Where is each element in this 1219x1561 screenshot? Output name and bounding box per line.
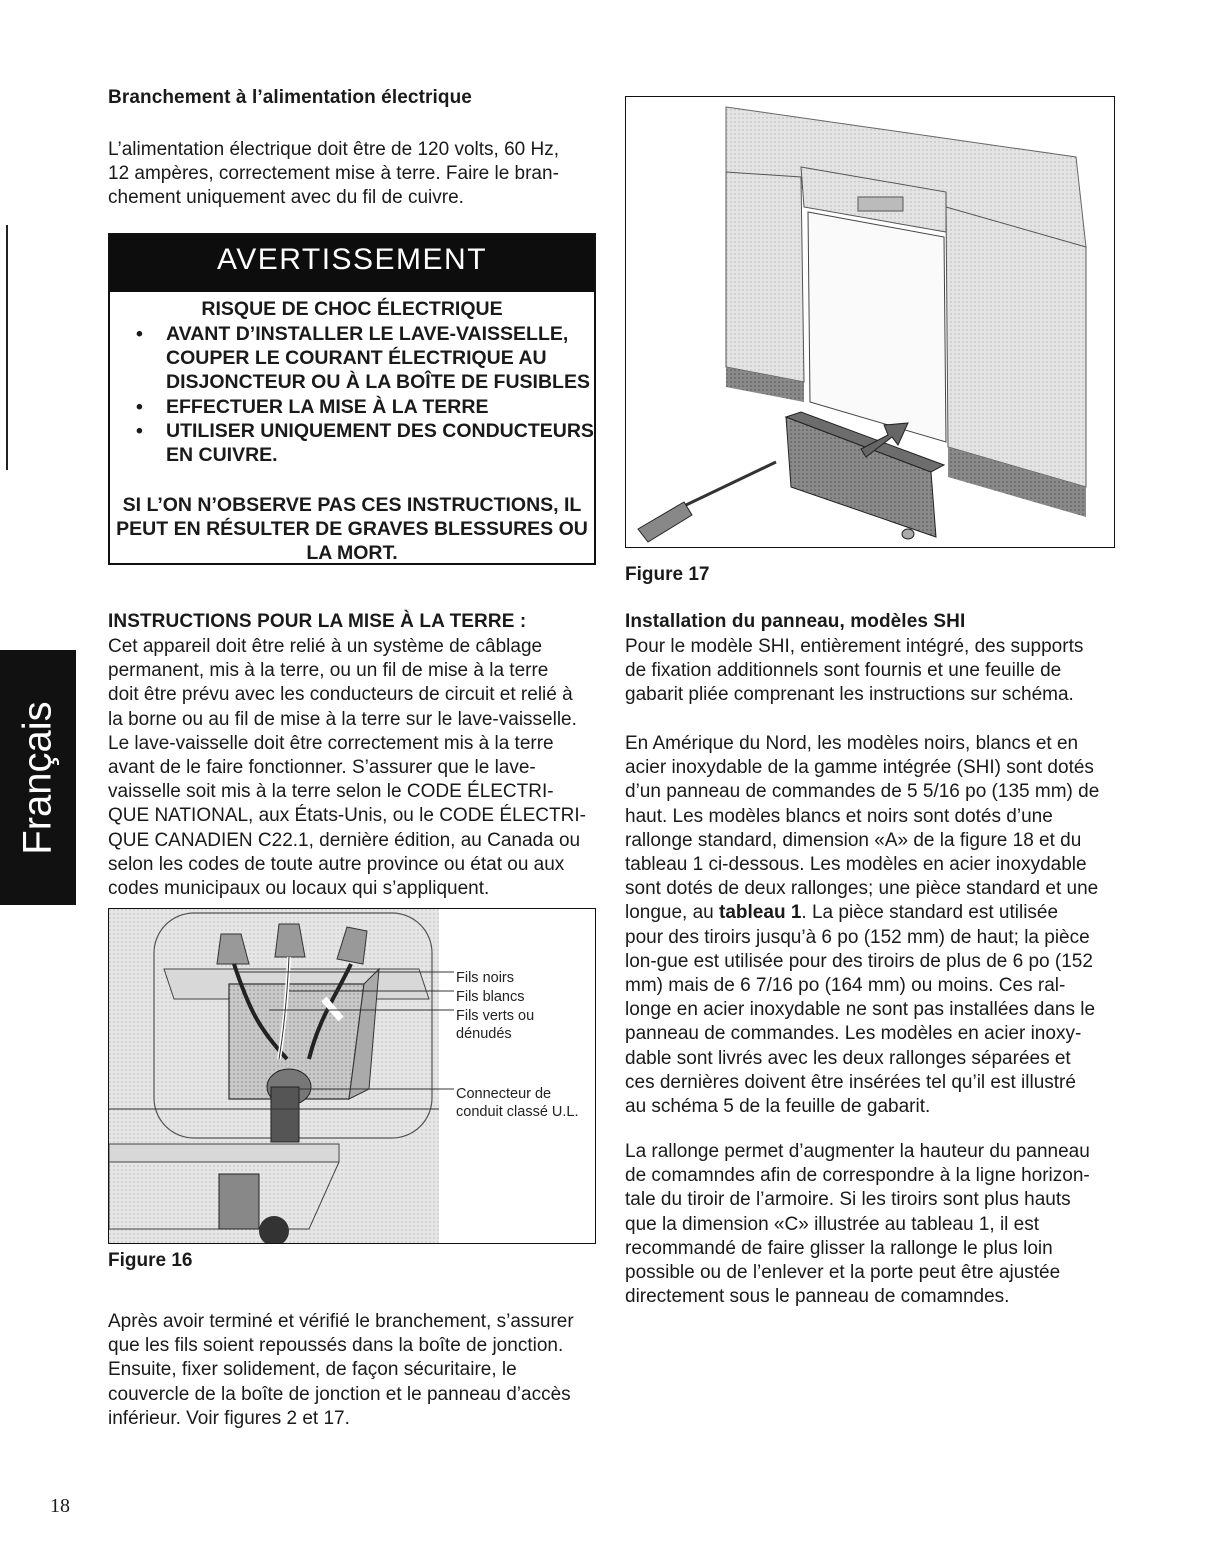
text-line: vaisselle soit mis à la terre selon le CODE ÉLECTRI- bbox=[108, 781, 554, 803]
warning-item: • AVANT D’INSTALLER LE LAVE-VAISSELLE, COUPER LE COURANT ÉLECTRIQUE AU DISJONCTEUR OU À LA BOÎTE DE FUSIBLES bbox=[136, 323, 590, 394]
text-line: La rallonge permet d’augmenter la hauteur du panneau bbox=[625, 1141, 1090, 1162]
panel-paragraph-1 bbox=[625, 635, 1117, 708]
figure-17-caption: Figure 17 bbox=[625, 564, 710, 585]
warning-item: • EFFECTUER LA MISE À LA TERRE bbox=[136, 395, 489, 418]
table-reference: tableau 1 bbox=[719, 902, 802, 924]
callout-green-wires: Fils verts ou dénudés bbox=[456, 1008, 535, 1042]
warning-footer: SI L’ON N’OBSERVE PAS CES INSTRUCTIONS, IL PEUT EN RÉSULTER DE GRAVES BLESSURES OU LA MORT. bbox=[116, 494, 588, 565]
power-paragraph bbox=[108, 138, 598, 211]
text-line: Après avoir terminé et vérifié le branchement, s’assurer bbox=[108, 1311, 574, 1332]
text-line: ces dernières doivent être insérées tel qu’il est illustré bbox=[625, 1071, 1076, 1093]
language-tab-label: Français bbox=[15, 700, 60, 855]
text-line: doit être prévu avec les conducteurs de circuit et relié à bbox=[108, 684, 573, 706]
power-heading: Branchement à l’alimentation électrique bbox=[108, 87, 472, 108]
text-line: L’alimentation électrique doit être de 120 volts, 60 Hz, bbox=[108, 139, 559, 160]
text-line: recommandé de faire glisser la rallonge le plus loin bbox=[625, 1237, 1053, 1259]
figure-17-box bbox=[625, 96, 1115, 548]
text-line: possible ou de l’enlever et la porte peut être ajustée bbox=[625, 1262, 1061, 1284]
text-line: Pour le modèle SHI, entièrement intégré, des supports bbox=[625, 636, 1084, 657]
text-line: dable sont livrés avec les deux rallonges séparées et bbox=[625, 1047, 1071, 1069]
panel-heading: Installation du panneau, modèles SHI bbox=[625, 611, 966, 632]
text-line: QUE CANADIEN C22.1, dernière édition, au Canada ou bbox=[108, 829, 581, 851]
bullet-icon: • bbox=[136, 419, 143, 442]
text-line: directement sous le panneau de comamndes. bbox=[625, 1286, 1010, 1308]
text-line: haut. Les modèles blancs et noirs sont dotés d’une bbox=[625, 805, 1053, 827]
panel-installation-illustration bbox=[626, 97, 1115, 548]
text-line: avant de le faire fonctionner. S’assurer que le lave- bbox=[108, 757, 536, 779]
text-line: de fixation additionnels sont fournis et une feuille de bbox=[625, 660, 1062, 682]
text-line: tale du tiroir de l’armoire. Si les tiroirs sont plus hauts bbox=[625, 1189, 1071, 1211]
text-line: inférieur. Voir figures 2 et 17. bbox=[108, 1407, 350, 1429]
text-line: la borne ou au fil de mise à la terre sur le lave-vaisselle. bbox=[108, 708, 577, 730]
grounding-paragraph bbox=[108, 635, 603, 901]
text-line: que les fils soient repoussés dans la boîte de jonction. bbox=[108, 1335, 564, 1357]
text-line: rallonge standard, dimension «A» de la figure 18 et du bbox=[625, 829, 1082, 851]
text-line: pour des tiroirs jusqu’à 6 po (152 mm) de haut; la pièce bbox=[625, 926, 1090, 948]
panel-paragraph-3 bbox=[625, 1140, 1117, 1309]
text-line: longe en acier inoxydable ne sont pas installées dans le bbox=[625, 999, 1096, 1021]
warning-title: RISQUE DE CHOC ÉLECTRIQUE bbox=[201, 298, 503, 320]
text-line: panneau de commandes. Les modèles en acier inoxy- bbox=[625, 1023, 1082, 1045]
text-line: chement uniquement avec du fil de cuivre. bbox=[108, 187, 464, 209]
callout-black-wires: Fils noirs bbox=[456, 970, 515, 986]
text-line: tableau 1 ci-dessous. Les modèles en acier inoxydable bbox=[625, 854, 1087, 876]
page-number: 18 bbox=[50, 1495, 70, 1517]
text-line: codes municipaux ou locaux qui s’appliquent. bbox=[108, 878, 490, 900]
text-line: couvercle de la boîte de jonction et le panneau d’accès bbox=[108, 1383, 571, 1405]
callout-white-wires: Fils blancs bbox=[456, 989, 525, 1005]
figure-16-caption: Figure 16 bbox=[108, 1250, 193, 1271]
text-line: sont dotés de deux rallonges; une pièce standard et une bbox=[625, 878, 1099, 900]
text-line: Ensuite, fixer solidement, de façon sécuritaire, le bbox=[108, 1359, 517, 1381]
text-line: lon-gue est utilisée pour des tiroirs de plus de 6 po (152 bbox=[625, 950, 1093, 972]
junction-box-illustration bbox=[109, 909, 596, 1244]
grounding-heading: INSTRUCTIONS POUR LA MISE À LA TERRE : bbox=[108, 611, 527, 632]
warning-list bbox=[128, 322, 598, 467]
text-line: acier inoxydable de la gamme intégrée (SHI) sont dotés bbox=[625, 757, 1094, 779]
bullet-icon: • bbox=[136, 323, 143, 345]
margin-rule bbox=[6, 225, 8, 470]
text-line: En Amérique du Nord, les modèles noirs, blancs et en bbox=[625, 733, 1079, 754]
text-line: Le lave-vaisselle doit être correctement mis à la terre bbox=[108, 732, 554, 754]
text-line: longue, au tableau 1. La pièce standard est utilisée bbox=[625, 902, 1059, 924]
warning-item: • UTILISER UNIQUEMENT DES CONDUCTEURS EN CUIVRE. bbox=[136, 419, 594, 467]
text-line: permanent, mis à la terre, ou un fil de mise à la terre bbox=[108, 660, 549, 682]
language-tab bbox=[0, 650, 76, 905]
text-line: mm) mais de 6 7/16 po (164 mm) ou moins. Ces ral- bbox=[625, 975, 1066, 997]
bullet-icon: • bbox=[136, 395, 143, 418]
callout-connector: Connecteur de conduit classé U.L. bbox=[456, 1086, 579, 1120]
text-line: d’un panneau de commandes de 5 5/16 po (135 mm) de bbox=[625, 781, 1100, 803]
text-line: QUE NATIONAL, aux États-Unis, ou le CODE ÉLECTRI- bbox=[108, 805, 586, 827]
text-line: que la dimension «C» illustrée au tableau 1, il est bbox=[625, 1213, 1040, 1235]
text-line: de comamndes afin de correspondre à la ligne horizon- bbox=[625, 1165, 1090, 1187]
warning-header: AVERTISSEMENT bbox=[110, 235, 594, 292]
text-line: 12 ampères, correctement mise à terre. Faire le bran- bbox=[108, 163, 559, 185]
text-line: Cet appareil doit être relié à un système de câblage bbox=[108, 636, 543, 657]
panel-paragraph-2 bbox=[625, 732, 1117, 1119]
text-line: au schéma 5 de la feuille de gabarit. bbox=[625, 1096, 931, 1118]
figure-16-box bbox=[108, 908, 596, 1244]
text-line: selon les codes de toute autre province ou état ou aux bbox=[108, 853, 565, 875]
warning-box bbox=[108, 233, 596, 565]
after-paragraph bbox=[108, 1310, 603, 1431]
text-line: gabarit pliée comprenant les instructions sur schéma. bbox=[625, 684, 1074, 706]
